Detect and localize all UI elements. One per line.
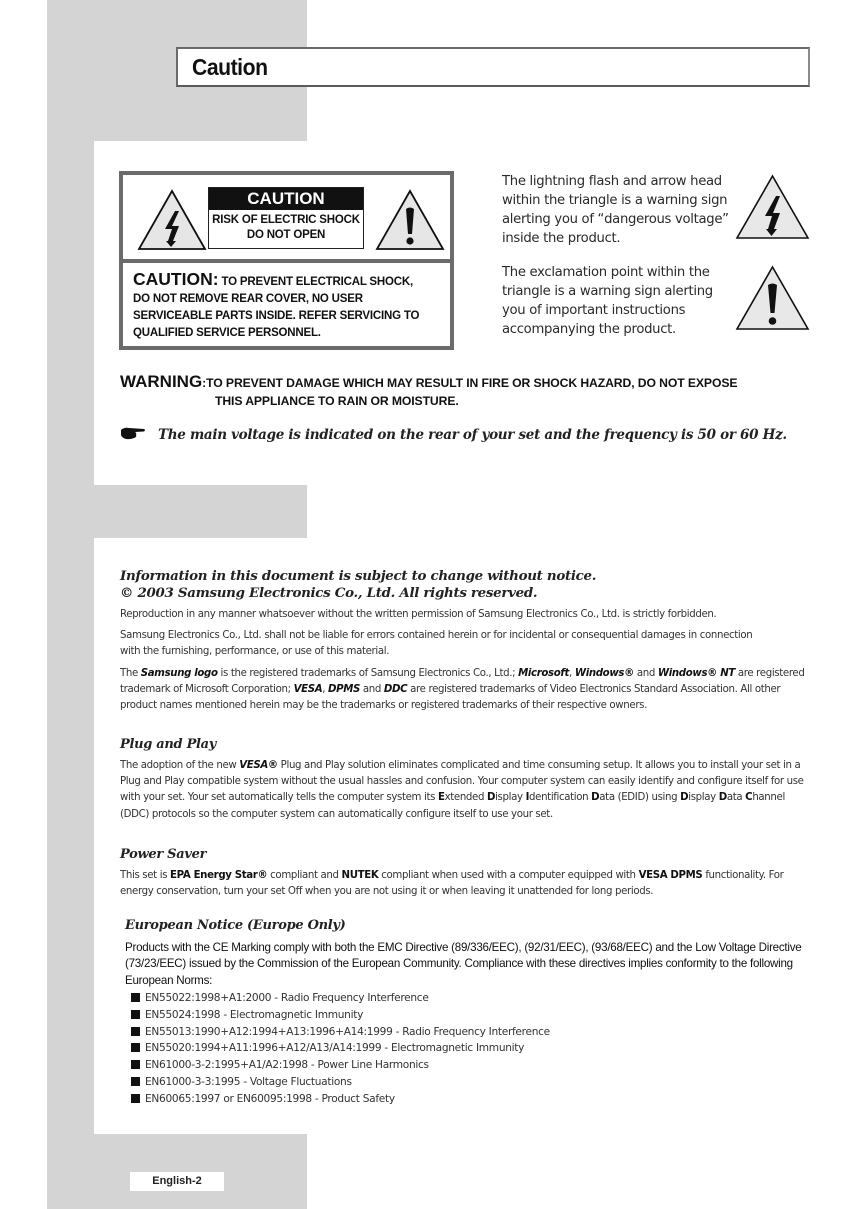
- warning-line1: :TO PREVENT DAMAGE WHICH MAY RESULT IN FIRE OR SHOCK HAZARD, DO NOT EXPOSE: [202, 376, 738, 390]
- warning-lead: WARNING: [120, 372, 203, 391]
- caution-badge: [208, 187, 364, 249]
- voltage-note: [120, 426, 820, 443]
- lightning-triangle-icon: [137, 189, 207, 251]
- bullet-square-icon: [131, 993, 140, 1002]
- exclamation-explanation: The exclamation point within the triangle is a warning sign alerting you of important instructions accompanying the product.: [502, 265, 713, 337]
- list-item: EN55022:1998+A1:2000 - Radio Frequency Interference: [131, 990, 631, 1007]
- tm-windows: Windows®: [574, 668, 634, 679]
- page-number-label: English-2: [130, 1172, 224, 1191]
- caution-badge-sub: [209, 213, 363, 243]
- list-item: EN55020:1994+A11:1996+A12/A13/A14:1999 - Electromagnetic Immunity: [131, 1040, 631, 1057]
- tm-samsung: Samsung logo: [140, 668, 218, 679]
- list-item: EN60065:1997 or EN60095:1998 - Product Safety: [131, 1091, 631, 1108]
- tm-vesa: VESA: [293, 684, 323, 696]
- caution-sub-line1: RISK OF ELECTRIC SHOCK: [212, 214, 360, 226]
- power-saver-paragraph: This set is EPA Energy Star® compliant and NUTEK compliant when used with a computer equipped with VESA DPMS functionality. For energy conservation, turn your set Off when you are not using it or when leaving it unattended for long periods.: [120, 870, 784, 898]
- page-title: Caution: [192, 54, 268, 80]
- list-item: EN61000-3-2:1995+A1/A2:1998 - Power Line Harmonics: [131, 1057, 631, 1074]
- warning-text: [120, 372, 810, 408]
- caution-line2: DO NOT REMOVE REAR COVER, NO USER: [133, 293, 363, 305]
- reproduction-paragraph: Reproduction in any manner whatsoever without the written permission of Samsung Electronics Co., Ltd. is strictly forbidden.: [120, 609, 717, 620]
- european-norms-list: [131, 990, 631, 1108]
- margin-strip: [47, 0, 94, 1209]
- caution-lead: CAUTION:: [133, 269, 219, 289]
- caution-label-top: [123, 175, 450, 263]
- caution-label-text: [133, 271, 453, 342]
- lightning-explanation: The lightning flash and arrow head within the triangle is a warning sign alerting you of “dangerous voltage” inside the product.: [502, 174, 729, 246]
- exclamation-triangle-icon: [735, 265, 810, 331]
- caution-label: [119, 171, 454, 350]
- caution-line3: SERVICEABLE PARTS INSIDE. REFER SERVICING TO: [133, 310, 420, 322]
- caution-sub-line2: DO NOT OPEN: [246, 229, 326, 241]
- tm-dpms: DPMS: [328, 684, 361, 696]
- tm-ddc: DDC: [383, 684, 408, 696]
- plug-and-play-paragraph: The adoption of the new VESA® Plug and Play solution eliminates complicated and time consuming setup. It allows you to install your set in a Plug and Play compatible system without the usual hassles and confusion. Your computer system can easily identify and configure itself for use with your set. Your set automatically tells the computer system its Extended Display Identification Data (EDID) using Display Data Channel (DDC) protocols so the computer system can automatically configure itself to use your set.: [120, 760, 804, 820]
- list-item: EN61000-3-3:1995 - Voltage Fluctuations: [131, 1074, 631, 1091]
- power-saver-heading: Power Saver: [120, 847, 207, 862]
- exclamation-triangle-icon: [375, 189, 445, 251]
- european-notice-heading: European Notice (Europe Only): [125, 918, 346, 933]
- document-notice: [120, 568, 810, 602]
- bullet-square-icon: [131, 1060, 140, 1069]
- caution-line4: QUALIFIED SERVICE PERSONNEL.: [133, 327, 321, 339]
- notice-line1: Information in this document is subject to change without notice.: [120, 568, 597, 584]
- list-item: EN55013:1990+A12:1994+A13:1996+A14:1999 - Radio Frequency Interference: [131, 1024, 631, 1041]
- bullet-square-icon: [131, 1043, 140, 1052]
- mid-block: [94, 485, 307, 538]
- bullet-square-icon: [131, 1027, 140, 1036]
- caution-badge-head: CAUTION: [209, 188, 363, 210]
- copyright-line: © 2003 Samsung Electronics Co., Ltd. All rights reserved.: [120, 585, 538, 601]
- pointing-hand-icon: [120, 426, 146, 440]
- bullet-square-icon: [131, 1077, 140, 1086]
- page-title-box: [176, 47, 810, 87]
- caution-line1: TO PREVENT ELECTRICAL SHOCK,: [218, 276, 413, 288]
- warning-line2: THIS APPLIANCE TO RAIN OR MOISTURE.: [215, 394, 459, 408]
- lightning-triangle-icon: [735, 174, 810, 240]
- liability-paragraph: Samsung Electronics Co., Ltd. shall not be liable for errors contained herein or for incidental or consequential damages in connection with the furnishing, performance, or use of this material.: [120, 630, 753, 658]
- european-notice-paragraph: Products with the CE Marking comply with both the EMC Directive (89/336/EEC), (92/31/EEC), (93/68/EEC) and the Low Voltage Directive (73/23/EEC) issued by the Commission of the European Community. Compliance with these directives implies conformity to the following European Norms:: [125, 941, 802, 987]
- plug-and-play-heading: Plug and Play: [120, 737, 217, 752]
- list-item: EN55024:1998 - Electromagnetic Immunity: [131, 1007, 631, 1024]
- bullet-square-icon: [131, 1010, 140, 1019]
- trademark-paragraph: The Samsung logo is the registered trademarks of Samsung Electronics Co., Ltd.; Microsoft, Windows® and Windows® NT are registered trademark of Microsoft Corporation; VESA, DPMS and DDC are registered trademarks of Video Electronics Standard Association. All other product names mentioned herein may be the trademarks or registered trademarks of their respective owners.: [120, 668, 805, 712]
- tm-microsoft: Microsoft: [518, 668, 570, 679]
- tm-windows-nt: Windows® NT: [657, 668, 735, 679]
- bullet-square-icon: [131, 1094, 140, 1103]
- voltage-note-text: The main voltage is indicated on the rear of your set and the frequency is 50 or 60 Hz.: [158, 427, 787, 443]
